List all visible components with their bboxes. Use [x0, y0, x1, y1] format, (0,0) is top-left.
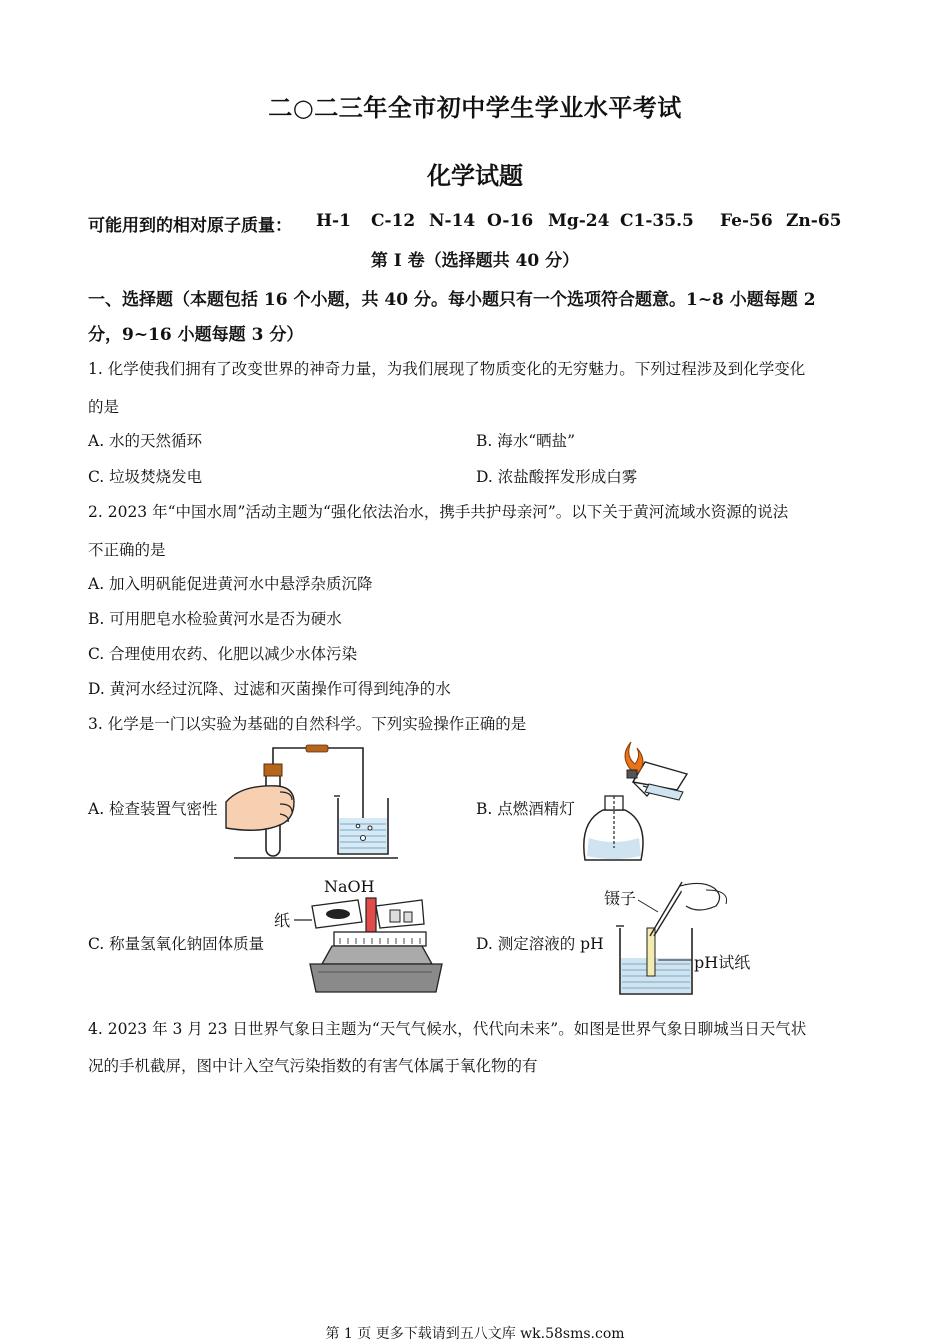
- q1-option-a: A. 水的天然循环: [88, 432, 203, 450]
- atomic-mass-item: Mg-24: [548, 211, 610, 231]
- q4-stem: 4. 2023 年 3 月 23 日世界气象日主题为“天气气候水，代代向未来”。如图是世界气象日聊城当日天气状: [88, 1020, 807, 1038]
- exam-title: 二○二三年全市初中学生学业水平考试: [268, 93, 682, 122]
- q1-option-b: B. 海水“晒盐”: [476, 432, 576, 450]
- q2-option-c: C. 合理使用农药、化肥以减少水体污染: [88, 645, 358, 663]
- q3-stem: 3. 化学是一门以实验为基础的自然科学。下列实验操作正确的是: [88, 715, 527, 733]
- figure-airtightness-check: [222, 742, 402, 862]
- page-footer: 第 1 页 更多下载请到五八文库 wk.58sms.com: [325, 1326, 625, 1342]
- q1-option-d: D. 浓盐酸挥发形成白雾: [476, 468, 638, 486]
- q2-option-b: B. 可用肥皂水检验黄河水是否为硬水: [88, 610, 342, 628]
- figure-balance: [272, 876, 444, 996]
- q2-stem: 2. 2023 年“中国水周”活动主题为“强化依法治水，携手共护母亲河”。以下关于黄河流域水资源的说法: [88, 503, 789, 521]
- q3-option-b: B. 点燃酒精灯: [476, 800, 575, 818]
- q2-stem-cont: 不正确的是: [88, 541, 166, 559]
- q1-option-c: C. 垃圾焚烧发电: [88, 468, 203, 486]
- atomic-mass-item: C1-35.5: [620, 211, 694, 231]
- atomic-mass-label: 可能用到的相对原子质量：: [88, 216, 292, 236]
- q3-option-c: C. 称量氢氧化钠固体质量: [88, 935, 265, 953]
- figure-alcohol-lamp: [575, 752, 700, 864]
- q2-option-d: D. 黄河水经过沉降、过滤和灭菌操作可得到纯净的水: [88, 680, 451, 698]
- atomic-mass-item: Zn-65: [786, 211, 842, 231]
- subject-title: 化学试题: [427, 161, 523, 190]
- section-heading: 一、选择题（本题包括 16 个小题，共 40 分。每小题只有一个选项符合题意。1~8 小题每题 2: [88, 290, 816, 310]
- q2-option-a: A. 加入明矾能促进黄河水中悬浮杂质沉降: [88, 575, 373, 593]
- naoh-label: NaOH: [324, 877, 375, 896]
- q3-option-a: A. 检查装置气密性: [88, 800, 218, 818]
- atomic-mass-item: C-12: [371, 211, 416, 231]
- atomic-mass-item: Fe-56: [720, 211, 773, 231]
- atomic-mass-item: H-1: [316, 211, 351, 231]
- atomic-mass-item: O-16: [487, 211, 534, 231]
- q4-stem-cont: 况的手机截屏，图中计入空气污染指数的有害气体属于氧化物的有: [88, 1057, 538, 1075]
- ph-paper-label: pH试纸: [694, 953, 751, 972]
- tweezers-label: 镊子: [604, 889, 637, 908]
- q3-option-d: D. 测定溶液的 pH: [476, 935, 604, 953]
- figure-ph-test: [598, 876, 780, 998]
- section-heading-cont: 分，9~16 小题每题 3 分）: [88, 325, 304, 345]
- paper-label: 纸: [274, 911, 291, 930]
- q1-stem-cont: 的是: [88, 398, 120, 416]
- q1-stem: 1. 化学使我们拥有了改变世界的神奇力量，为我们展现了物质变化的无穷魅力。下列过程涉及到化学变化: [88, 360, 806, 378]
- atomic-mass-item: N-14: [429, 211, 476, 231]
- volume-heading: 第 I 卷（选择题共 40 分）: [370, 251, 580, 271]
